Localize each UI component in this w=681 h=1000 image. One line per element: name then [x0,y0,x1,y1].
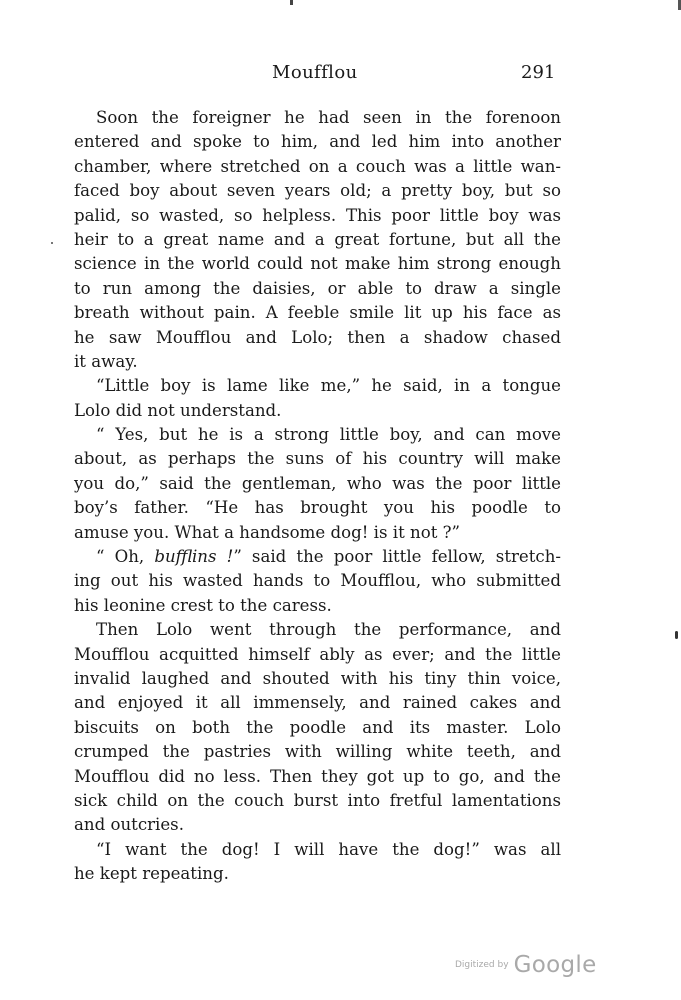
text-line: chamber, where stretched on a couch was a little wan- [74,156,561,176]
text-line: he kept repeating. [74,864,229,884]
text-line: invalid laughed and shouted with his tiny thin voice, [74,668,561,688]
text-line: “Little boy is lame like me,” he said, in a tongue [96,376,561,396]
paragraph [74,545,561,618]
paragraph [74,838,561,887]
text-line: about, as perhaps the suns of his country will make [74,449,561,469]
text-line: science in the world could not make him strong enough [74,254,561,274]
paragraph [74,618,561,838]
text-line: crumped the pastries with willing white teeth, and [74,742,561,762]
text-line [74,545,561,569]
digitized-label: Digitized by [455,960,509,970]
text-line: boy’s father. “He has brought you his poodle to [74,498,561,518]
text-line: sick child on the couch burst into fretful lamentations [74,790,561,810]
text-line: his leonine crest to the caress. [74,595,332,615]
text-line: Moufflou did no less. Then they got up to go, and the [74,766,561,786]
text-segment: “ Oh, [96,547,155,567]
body-text [74,106,561,887]
text-line: heir to a great name and a great fortune, but all the [74,229,561,249]
emphasized-word: bufflins ! [154,547,234,567]
text-line: ing out his wasted hands to Moufflou, who submitted [74,571,561,591]
scan-speck [51,242,53,244]
text-line: breath without pain. A feeble smile lit up his face as [74,303,561,323]
google-logo: Google [513,952,597,978]
text-line: palid, so wasted, so helpless. This poor little boy was [74,205,561,225]
page-header [0,62,681,86]
text-line: amuse you. What a handsome dog! is it not ?” [74,522,461,542]
scan-mark [290,0,293,5]
text-line: biscuits on both the poodle and its master. Lolo [74,717,561,737]
running-title: Moufflou [272,62,358,83]
text-line: entered and spoke to him, and led him into another [74,132,561,152]
text-line: he saw Moufflou and Lolo; then a shadow chased [74,327,561,347]
text-line: Lolo did not understand. [74,400,282,420]
paragraph [74,423,561,545]
text-line: Then Lolo went through the performance, and [96,620,561,640]
text-line: “I want the dog! I will have the dog!” was all [96,839,561,859]
text-line: Moufflou acquitted himself ably as ever; and the little [74,644,561,664]
text-line: “ Yes, but he is a strong little boy, and can move [96,425,561,445]
paragraph [74,106,561,374]
text-segment: ” said the poor little fellow, stretch- [233,547,561,567]
text-line: faced boy about seven years old; a pretty boy, but so [74,181,561,201]
text-line: and enjoyed it all immensely, and rained cakes and [74,693,561,713]
paragraph [74,374,561,423]
text-line: Soon the foreigner he had seen in the forenoon [96,108,561,127]
text-line: you do,” said the gentleman, who was the poor little [74,473,561,493]
text-line: and outcries. [74,815,184,835]
digitized-watermark [455,952,597,978]
text-line: it away. [74,351,138,371]
text-line: to run among the daisies, or able to draw a single [74,278,561,298]
page-number: 291 [521,62,556,83]
scan-mark [675,631,678,639]
